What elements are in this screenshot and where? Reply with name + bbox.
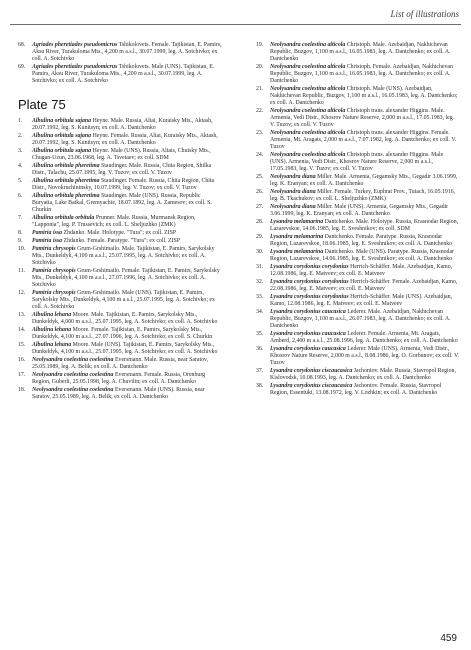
entry-details: Dantchenko. Male. Holotype. Russia, Krasnodar Region, Lazarevskoe, 14.06.1985, leg. E. Sveshnikov; ex coll. SDM [270,219,459,232]
entry-number: 27. [256,204,264,210]
list-entry [18,118,222,132]
species-name: Lysandra corydonius caucasica [270,331,346,337]
entry-details: Prunner. Male. Russia, Murmansk Region, "Lapponia", leg. P. Trussevich; ex coll. L. Sheljuzhko (ZMK) [32,215,196,228]
species-name: Neolysandra coelestina alticola [270,130,346,136]
species-name: Albulina lehana [32,312,72,318]
entry-details: Christoph. Male (UNS). Azebaidjan, Nakhichevan Republic, Buzgov, 1,100 m a.s.l., 16.05.1983, leg. A. Dantchenko; ex coll. A. Dantchenko [270,86,458,106]
entry-number: 31. [256,264,264,270]
entry-details: Grum-Grshimailo. Female. Tajikistan, E. Pamirs, Sarykolsky Mts., Dunkeldyk, 4,100 m a.s.l., 27.07.1996, leg. A. Sotchivko; ex coll. A. Sotchivko [32,268,220,288]
list-entry [18,133,222,147]
list-entry [256,383,460,397]
species-name: Albulina orbitula pheretima [32,193,100,199]
entry-details: Zhdanko. Female. Paratype. "Tura"; ex coll. ZISP [63,238,181,244]
species-name: Neolysandra coelestina alticola [270,42,346,48]
entry-details: Eversmann. Male (UNS). Russia, near Saratov, 25.05.1989, leg. A. Belik; ex coll. A. Dantchenko [32,387,205,400]
header-title: List of illustrations [390,9,459,19]
list-entry [256,152,460,173]
list-entry [18,178,222,192]
list-entry [256,294,460,308]
entry-details: Herrich-Schäffer. Female. Azebaidjan, Kamo, 22.08.1986, leg. E. Matveev; ex coll. E. Matveev [270,279,458,292]
list-entry [256,130,460,151]
entry-number: 5. [18,178,23,184]
entry-number: 33. [256,294,264,300]
list-entry [18,163,222,177]
plate-75-list-right [256,42,460,397]
entry-details: Miller. Female. Turkey, Euphrat Prov., Tutach, 16.05.1916, leg. B. Tkachukov; ex coll. L. Sheljuzhko (ZMK) [270,189,456,202]
species-name: Neolysandra coelestina alticola [270,64,346,70]
list-entry [256,264,460,278]
species-name: Lysandra corydonius ciscaucasica [270,368,353,374]
species-name: Neolysandra diana [270,204,316,210]
entry-number: 6. [18,193,23,199]
entry-number: 3. [18,148,23,154]
species-name: Pamiria chrysopis [32,290,76,296]
species-name: Lysandra melamarina [270,234,324,240]
left-column [18,42,222,402]
entry-number: 26. [256,189,264,195]
species-name: Lysandra corydonius caucasica [270,309,346,315]
list-entry [18,230,222,237]
entry-number: 36. [256,346,264,352]
entry-number: 69. [18,64,26,70]
species-name: Neolysandra coelestina coelestina [32,387,114,393]
list-entry [18,372,222,386]
entry-number: 17. [18,372,26,378]
species-name: Neolysandra diana [270,189,316,195]
list-entry [256,64,460,85]
entry-details: Dantchenko. Female. Paratype. Russia, Krasnodar Region, Lazarevskoe, 18.06.1985, leg. E. Sveshnikov; ex coll. A. Dantchenko [270,234,453,247]
list-entry [256,219,460,233]
entry-details: Herrich-Schäffer. Male. Azebaidjan, Kamo, 12.08.1986, leg. E. Matveev; ex coll. E. Matveev [270,264,453,277]
species-name: Neolysandra coelestina alticola [270,86,346,92]
entry-details: Staudinger. Male (UNS). Russia, Republic Buryatia, Lake Baikal, Gremyachie, 18.07.1892, leg. A. Zamesov; ex coll. S. Churkin [32,193,212,213]
list-entry [18,342,222,356]
entry-number: 16. [18,357,26,363]
entry-details: Christoph trans. alexander Higgins. Male. Armenia, Vedi Distr., Khosrov Nature Reserve, 2,000 m a.s.l., 17.05.1983, leg. V. Tuzov; ex coll. V. Tuzov [270,108,455,128]
species-name: Albulina orbitula sajana [32,148,92,154]
entry-details: Lederer. Male. Azebaidjan, Nakhichevan Republic, Buzgov, 1,100 m a.s.l., 26.07.1983, leg. A. Dantchenko; ex coll. A. Dantchenko [270,309,451,329]
entry-details: Miller. Male (UNS). Armenia, Gegamsky Mts., Gegadir 3.06.1999, leg. K. Eranyan; ex coll. A. Dantchenko [270,204,449,217]
entry-details: Tshikolovets. Male (UNS). Tajikistan, E. Pamirs, Aksu River, Turakuloma Mts., 4,200 m a.s.l., 30.07.1999, leg. A. Sotchivko; ex coll. A. Sotchivko [32,64,215,84]
entry-details: Eversmann. Male. Russia, near Saratov, 25.05.1989, leg. A. Belik; ex coll. A. Dantchenko [32,357,209,370]
list-entry [18,357,222,371]
entry-number: 22. [256,108,264,114]
species-name: Pamiria chrysopis [32,268,76,274]
entry-number: 35. [256,331,264,337]
species-name: Lysandra melamarina [270,249,324,255]
entry-details: Tshikolovets. Female. Tajikistan, E. Pamirs, Aksu River, Turakuloma Mts., 4,200 m a.s.l., 30.07.1999, leg. A. Sotchivko; ex coll. A. Sotchivko [32,42,222,62]
running-header [10,6,461,25]
list-entry [256,108,460,129]
entry-details: Grum-Grshimailo. Male (UNS). Tajikistan, E. Pamirs, Sarykolsky Mts., Dunkeldyk, 4,100 m a.s.l., 25.07.1995, leg. A. Sotchivko; ex coll. A. Sotchivko [32,290,215,310]
species-name: Pamiria issa [32,238,63,244]
entry-number: 18. [18,387,26,393]
plate-75-list-left [18,118,222,401]
species-name: Lysandra corydonius corydonius [270,264,349,270]
entry-number: 68. [18,42,26,48]
entry-number: 7. [18,215,23,221]
entry-number: 21. [256,86,264,92]
entry-details: Staudinger. Male. Russia, Chita Region, Shilka Distr., Talachu, 25.07.1995, leg. V. Tuzov; ex coll. V. Tuzov [32,163,212,176]
entry-details: Herrich-Schäffer. Male (UNS). Azebaidjan, Kamo, 12.08.1986, leg. E. Matveev; ex coll. E. Matveev [270,294,452,307]
entry-number: 32. [256,279,264,285]
list-entry [18,312,222,326]
entry-number: 1. [18,118,23,124]
entry-details: Moore. Male. Tajikistan, E. Pamirs, Sarykolsky Mts., Dunkeldyk, 4,000 m a.s.l., 25.07.1995, leg. A. Sotchivko; ex coll. A. Sotchivko [32,312,218,325]
entry-number: 37. [256,368,264,374]
entry-number: 38. [256,383,264,389]
species-name: Neolysandra coelestina coelestina [32,357,114,363]
list-entry [18,148,222,162]
entry-details: Miller. Male. Armenia, Gegamsky Mts., Gegadir 3.06.1999, leg. K. Eranyan; ex coll. A. Dantchenko [270,174,458,187]
list-entry [256,309,460,330]
species-name: Neolysandra coelestina coelestina [32,372,114,378]
entry-number: 20. [256,64,264,70]
list-entry [18,215,222,229]
list-entry [18,290,222,311]
entry-number: 13. [18,312,26,318]
page-number: 459 [440,633,457,644]
list-entry [18,238,222,245]
entry-number: 2. [18,133,23,139]
list-entry [256,189,460,203]
species-name: Albulina lehana [32,327,72,333]
species-name: Lysandra corydonius corydonius [270,279,349,285]
plate-heading: Plate 75 [18,97,66,112]
entry-details: Zhdanko. Male. Holotype. "Tura"; ex coll. ZISP [63,230,177,236]
entry-details: Lederer. Female. Armenia, Mt. Aragats, Amberd, 2,400 m a.s.l., 25.08.1996, leg. A. Dantchenko; ex coll. A. Dantchenko [270,331,458,344]
entry-details: Christoph trans. alexander Higgins. Female. Armenia, Mt. Aragats, 2,000 m a.s.l., 7.07.1982, leg. A. Dantchenko; ex coll. V. Tuzov [270,130,457,150]
species-name: Lysandra corydonius caucasica [270,346,346,352]
entry-details: Christoph. Female. Azebaidjan, Nakhichevan Republic, Buzgov, 1,100 m a.s.l., 16.05.1983, leg. A. Dantchenko; ex coll. A. Dantchenko [270,64,453,84]
entry-number: 15. [18,342,26,348]
species-name: Albulina orbitula orbitula [32,215,95,221]
list-entry [18,387,222,401]
entry-details: Jachontov. Male. Russia, Stavropol Region, Kislovodsk, 10.08.1993, leg. A. Dantchenko; ex coll. A. Dantchenko [270,368,456,381]
entry-details: Heyne. Female. Russia, Altai, Kuraisky Mts., Aktash, 20.07.1992, leg. S. Kunitsyn; ex coll. A. Dantchenko [32,133,218,146]
list-entry [18,64,222,85]
species-name: Lysandra corydonius corydonius [270,294,349,300]
entry-details: Jachontov. Female. Russia, Stavropol Region, Essentuki, 13.08.1972, leg. V. Lozhkin; ex coll. A. Dantchenko [270,383,442,396]
list-entry [256,331,460,345]
entry-details: Staudinger. Female. Russia, Chita Region, Chita Distr., Novokruchininsky, 10.07.1999, leg. V. Tuzov; ex coll. V. Tuzov [32,178,215,191]
entry-number: 4. [18,163,23,169]
species-name: Neolysandra coelestina alticola [270,108,346,114]
list-entry [256,86,460,107]
entry-number: 24. [256,152,264,158]
entry-number: 9. [18,238,23,244]
entry-details: Dantchenko. Male (UNS). Paratype. Russia, Krasnodar Region, Lazarevskoe, 14.06.1985, leg. E. Sveshnikov; ex coll. A. Dantchenko [270,249,455,262]
entry-number: 12. [18,290,26,296]
entry-details: Heyne. Male. Russia, Altai, Kuraisky Mts., Aktash, 20.07.1992, leg. S. Kunitsyn; ex coll. A. Dantchenko [32,118,213,131]
entry-number: 19. [256,42,264,48]
species-name: Lysandra melamarina [270,219,324,225]
list-entry [256,346,460,367]
species-name: Albulina orbitula pheretima [32,178,100,184]
entry-number: 11. [18,268,26,274]
entry-details: Lederer. Male (UNS). Armenia, Vedi Distr., Khosrov Nature Reserve, 2,000 m a.s.l., 8.08.1986, leg. O. Gorbunov; ex coll. V. Tuzov [270,346,459,366]
entry-details: Grum-Grshimailo. Male. Tajikistan, E. Pamirs, Sarykolsky Mts., Dunkeldyk, 4,100 m a.s.l., 25.07.1995, leg. A. Sotchivko; ex coll. A. Sotchivko [32,246,215,266]
entry-details: Moore. Male (UNS). Tajikistan, E. Pamirs, Sarykolsky Mts., Dunkeldyk, 4,100 m a.s.l., 25.07.1995, leg. A. Sotchivko; ex coll. A. Sotchivko [32,342,218,355]
entry-number: 14. [18,327,26,333]
list-entry [256,42,460,63]
species-name: Pamiria issa [32,230,63,236]
entry-number: 25. [256,174,264,180]
list-entry [256,368,460,382]
entry-number: 30. [256,249,264,255]
species-name: Agriades pheretiades pseudomicrus [32,64,118,70]
entry-details: Heyne. Male (UNS). Russia, Altais, Chuisky Mts., Chugan-Uzun, 23.06.1968, leg. A. Tsvetaev; ex coll. SDM [32,148,211,161]
entry-number: 8. [18,230,23,236]
species-name: Lysandra corydonius ciscaucasica [270,383,353,389]
species-name: Albulina orbitula sajana [32,133,92,139]
species-name: Pamiria chrysopis [32,246,76,252]
list-entry [256,174,460,188]
entry-number: 28. [256,219,264,225]
entry-number: 10. [18,246,26,252]
list-entry [256,249,460,263]
list-entry [18,268,222,289]
list-entry [18,327,222,341]
plate-74-continued-list [18,42,222,85]
entry-details: Christoph. Male. Azebaidjan, Nakhichevan Republic, Buzgov, 1,100 m a.s.l., 16.05.1983, leg. A. Dantchenko; ex coll. A. Dantchenko [270,42,451,62]
list-entry [256,234,460,248]
list-entry [18,193,222,214]
list-entry [256,204,460,218]
entry-details: Christoph trans. alexander Higgins. Male (UNS). Armenia, Vedi Distr., Khosrov Nature Reserve, 2,000 m a.s.l., 17.05.1983, leg. V. Tuzov; ex coll. V. Tuzov [270,152,444,172]
entry-number: 34. [256,309,264,315]
right-column [256,42,460,398]
list-entry [256,279,460,293]
entry-details: Eversmann. Female. Russia, Orenburg Region, Guberli, 25.05.1998, leg. A. Chuvilin; ex coll. A. Dantchenko [32,372,206,385]
species-name: Agriades pheretiades pseudomicrus [32,42,118,48]
species-name: Albulina lehana [32,342,72,348]
entry-number: 29. [256,234,264,240]
species-name: Neolysandra coelestina alticola [270,152,346,158]
list-entry [18,246,222,267]
entry-number: 23. [256,130,264,136]
species-name: Albulina orbitula sajana [32,118,92,124]
species-name: Neolysandra diana [270,174,316,180]
entry-details: Moore. Female. Tajikistan, E. Pamirs, Sarykolsky Mts., Dunkeldyk, 4,100 m a.s.l., 27.07.1996, leg. A. Sotchivko; ex coll. S. Churkin [32,327,213,340]
list-entry [18,42,222,63]
species-name: Albulina orbitula pheretima [32,163,100,169]
